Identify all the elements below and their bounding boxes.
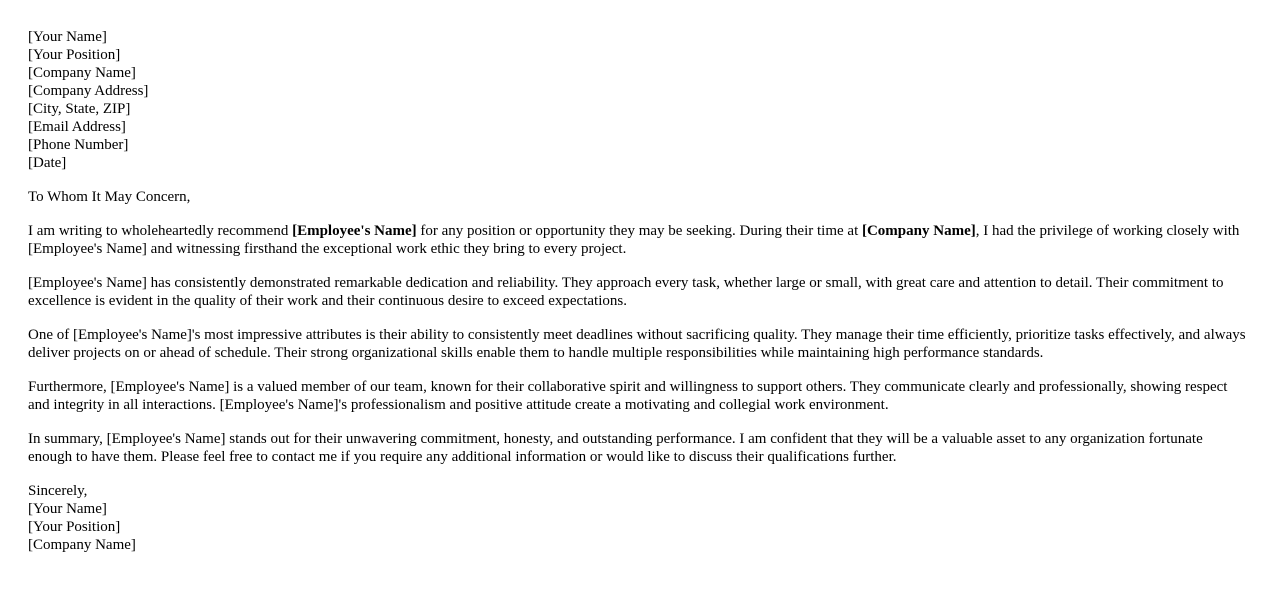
sender-city-state-zip: [City, State, ZIP] <box>28 101 131 117</box>
signer-position: [Your Position] <box>28 519 121 535</box>
sender-block <box>28 28 1250 172</box>
sender-name: [Your Name] <box>28 29 107 45</box>
paragraph-introduction-text-1: I am writing to wholeheartedly recommend <box>28 223 293 239</box>
paragraph-summary: In summary, [Employee's Name] stands out for their unwavering commitment, honesty, and outstanding performance. I am confident that they will be a valuable asset to any organization fortunate enough to have them. Please feel free to contact me if you require any additional information or would like to discuss their qualifications further. <box>28 431 1203 465</box>
signer-name: [Your Name] <box>28 501 107 517</box>
paragraph-dedication: [Employee's Name] has consistently demonstrated remarkable dedication and reliability. They approach every task, whether large or small, with great care and attention to detail. Their commitment to excellence is evident in the quality of their work and their continuous desire to exceed expectations. <box>28 275 1224 309</box>
company-name-emphasis: [Company Name] <box>861 223 976 239</box>
sender-phone: [Phone Number] <box>28 137 129 153</box>
recommendation-letter <box>28 28 1250 570</box>
paragraph-introduction-text-3: , I had the privilege of working closely with [Employee's Name] and witnessing firsthand the exceptional work ethic they bring to every project. <box>28 223 1240 257</box>
paragraph-introduction <box>28 222 1250 258</box>
valediction: Sincerely, <box>28 483 88 499</box>
sender-position: [Your Position] <box>28 47 121 63</box>
sender-address: [Company Address] <box>28 83 149 99</box>
employee-name-emphasis: [Employee's Name] <box>292 223 417 239</box>
closing-block <box>28 482 1250 554</box>
paragraph-deadlines: One of [Employee's Name]'s most impressive attributes is their ability to consistently meet deadlines without sacrificing quality. They manage their time efficiently, prioritize tasks effectively, and always deliver projects on or ahead of schedule. Their strong organizational skills enable them to handle multiple responsibilities while maintaining high performance standards. <box>28 327 1246 361</box>
sender-email: [Email Address] <box>28 119 126 135</box>
paragraph-teamwork: Furthermore, [Employee's Name] is a valued member of our team, known for their collaborative spirit and willingness to support others. They communicate clearly and professionally, showing respect and integrity in all interactions. [Employee's Name]'s professionalism and positive attitude create a motivating and collegial work environment. <box>28 379 1228 413</box>
salutation: To Whom It May Concern, <box>28 189 191 205</box>
signer-company: [Company Name] <box>28 537 136 553</box>
sender-company: [Company Name] <box>28 65 136 81</box>
letter-date: [Date] <box>28 155 67 171</box>
paragraph-introduction-text-2: for any position or opportunity they may be seeking. During their time at <box>416 223 862 239</box>
